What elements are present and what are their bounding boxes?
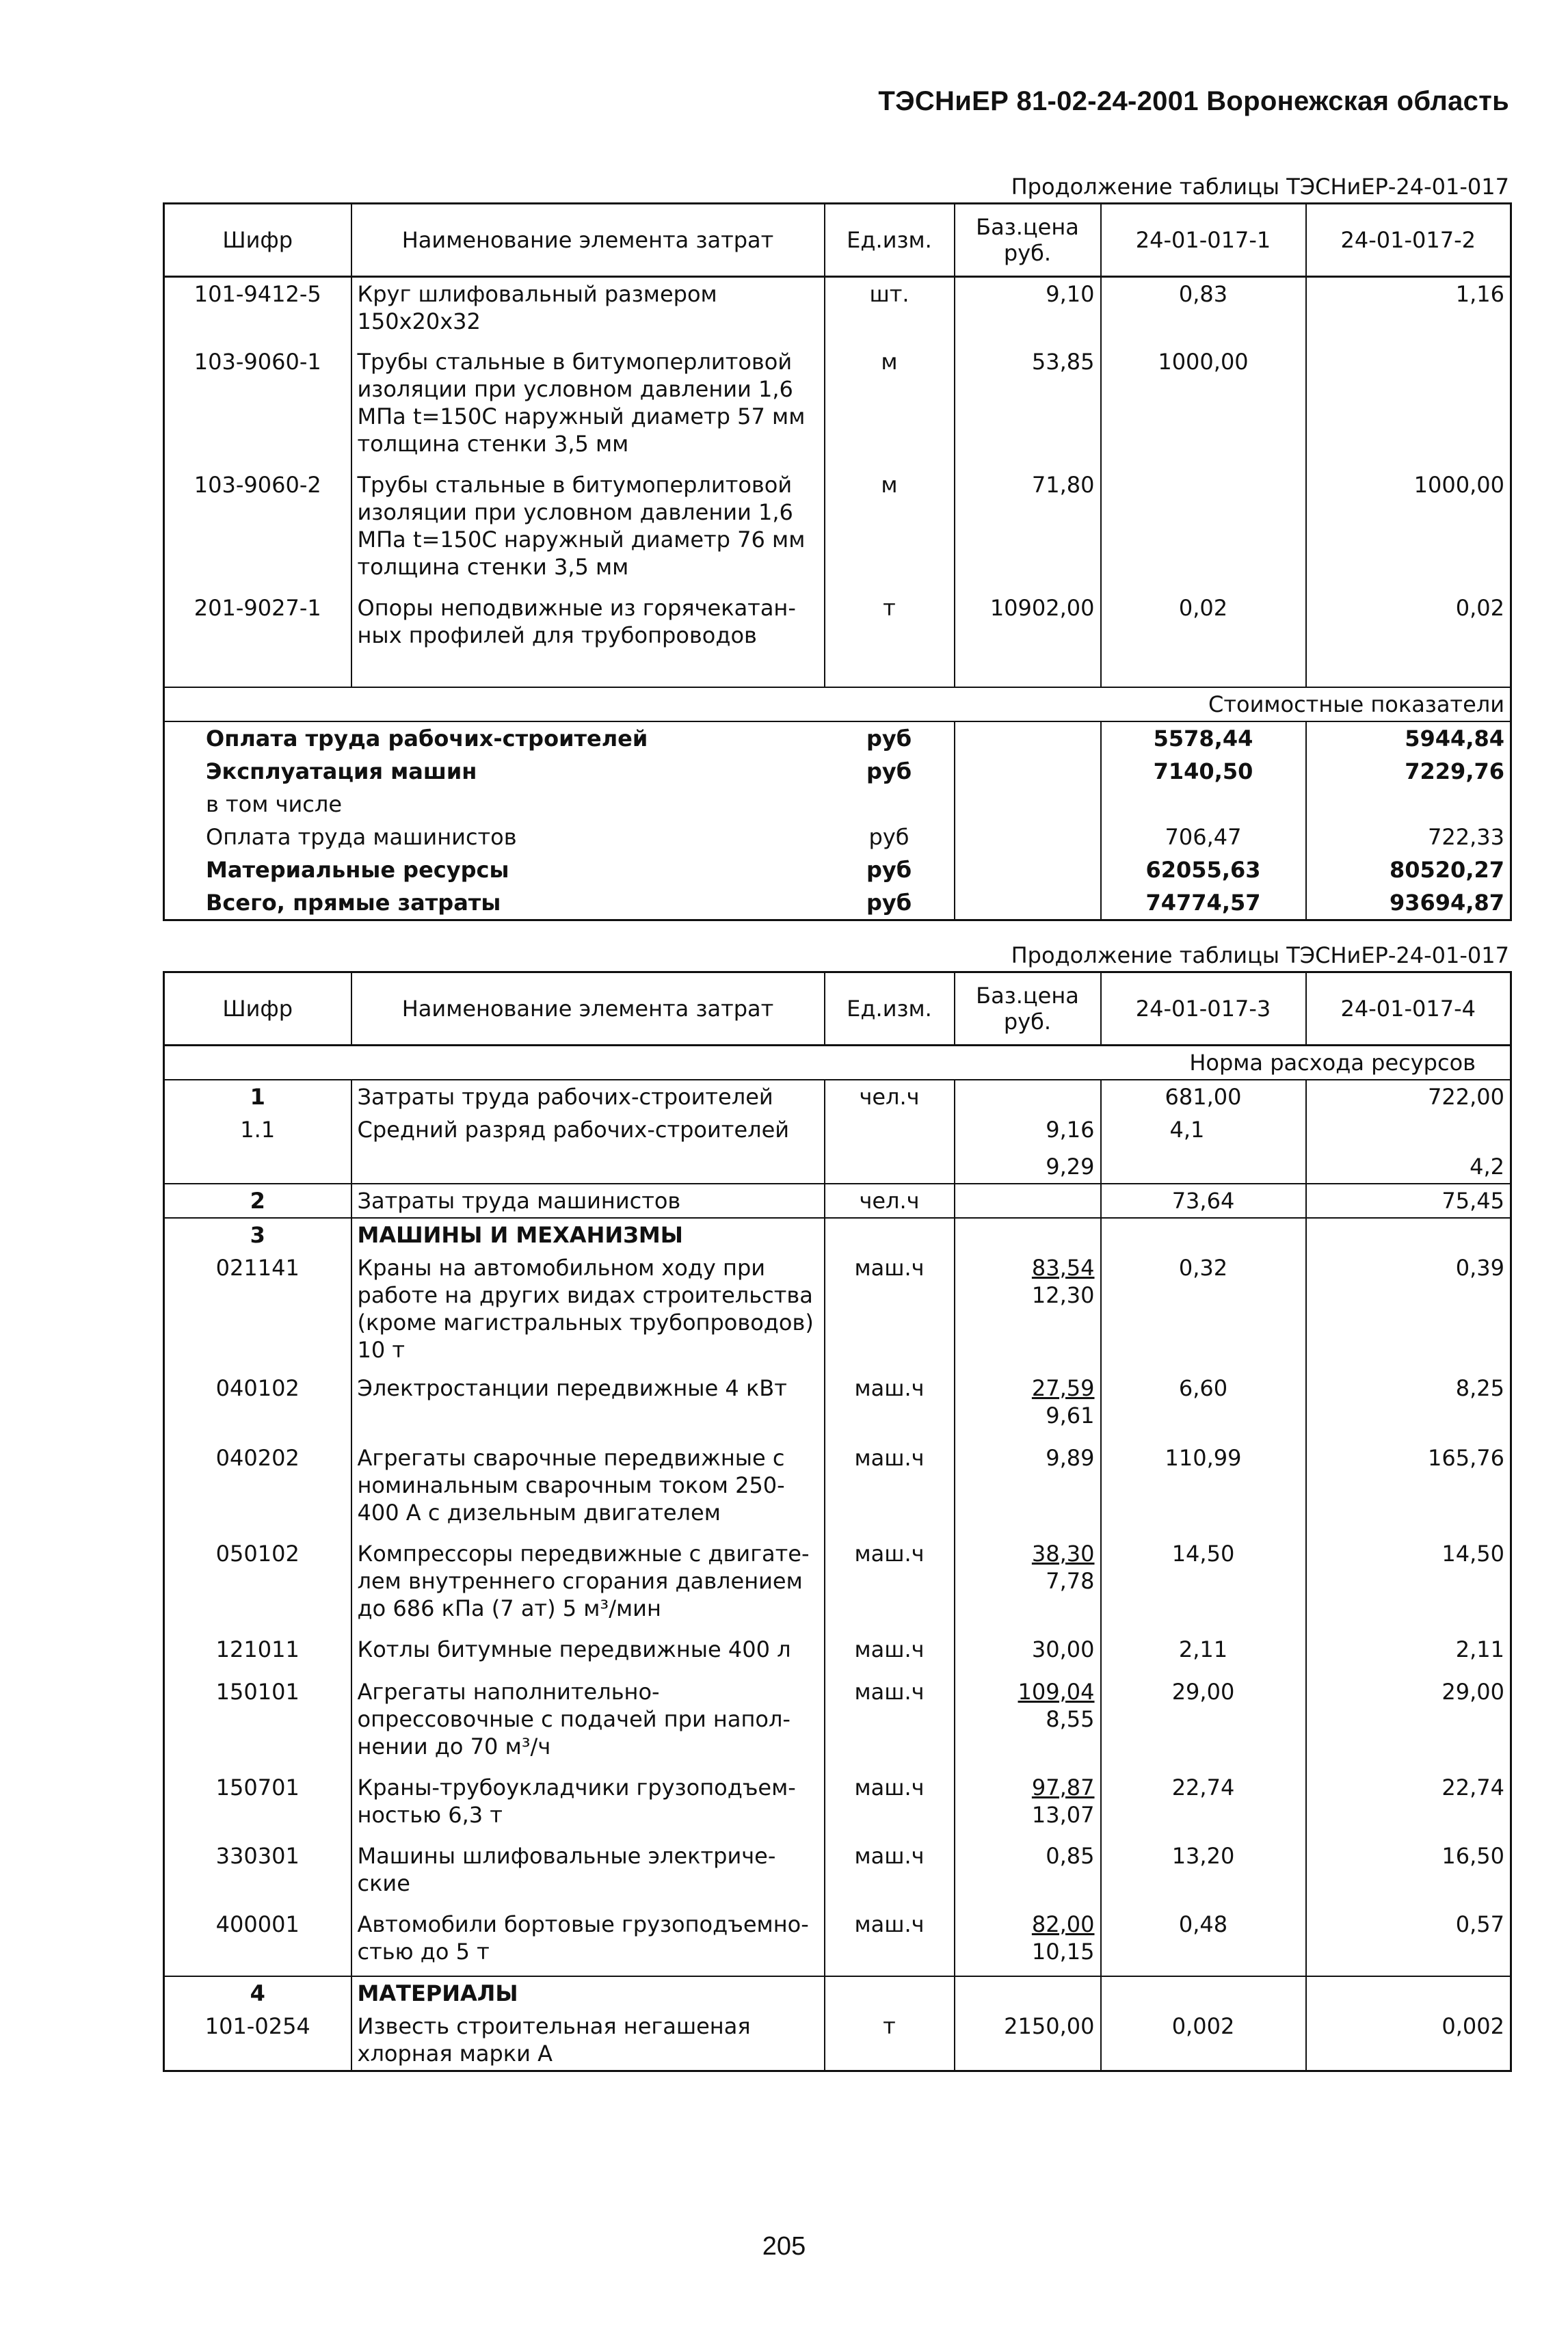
cell-price [955,1251,1101,1372]
cell-price [955,1080,1101,1113]
cell-v2: 0,02 [1306,592,1511,687]
cell-code: 040102 [164,1372,351,1442]
col-v1: 24-01-017-3 [1101,972,1306,1046]
col-v2: 24-01-017-4 [1306,972,1511,1046]
cell-v1: 2,11 [1101,1633,1306,1675]
cell-v2: 1,16 [1306,277,1511,345]
cell-v2: 22,74 [1306,1771,1511,1839]
cell-code: 400001 [164,1908,351,1976]
cost-section-header [164,687,1511,721]
cell-name: Трубы стальные в битумоперлитовой изоляции при условном давлении 1,6 МПа t=150С наружный диаметр 57 мм толщина стенки 3,5 мм [351,345,825,468]
price-main: 9,89 [1046,1445,1095,1471]
table-row [164,1771,1511,1839]
cell-unit: м [825,345,955,468]
cost-price-empty [955,886,1101,920]
cell-unit: т [825,2010,955,2071]
section-row [164,1218,1511,1251]
cost-label: Всего, прямые затраты [164,886,825,920]
table-row [164,1633,1511,1675]
col-unit: Ед.изм. [825,972,955,1046]
cell-v2: 0,39 [1306,1251,1511,1372]
table-header-row [164,204,1511,277]
cell-name: Трубы стальные в битумоперлитовой изоляции при условном давлении 1,6 МПа t=150С наружный диаметр 76 мм толщина стенки 3,5 мм [351,468,825,592]
cell-v1: 110,99 [1101,1442,1306,1537]
cell-v2: 75,45 [1306,1184,1511,1218]
cost-label: Оплата труда машинистов [164,821,825,853]
cell-code: 150701 [164,1771,351,1839]
table-row [164,2010,1511,2071]
cell-price [955,1908,1101,1976]
cost-price-empty [955,821,1101,853]
cost-row [164,721,1511,755]
cell-v2: 8,25 [1306,1372,1511,1442]
cell-name: Агрегаты сварочные передвижные с номинальным сварочным током 250-400 А с дизельным двигателем [351,1442,825,1537]
cost-v2: 722,33 [1306,821,1511,853]
cell-v2 [1306,345,1511,468]
col-unit: Ед.изм. [825,204,955,277]
cell-code: 330301 [164,1839,351,1908]
cost-title: Стоимостные показатели [164,687,1511,721]
cell-unit [825,1113,955,1184]
cell-name: Компрессоры передвижные с двигате-лем внутреннего сгорания давлением до 686 кПа (7 ат) 5 м³/мин [351,1537,825,1633]
norm-title: Норма расхода ресурсов [164,1046,1511,1080]
price-main: 83,54 [1031,1255,1095,1281]
table-row [164,1537,1511,1633]
cell-code: 1 [164,1080,351,1113]
cell-price: 71,80 [955,468,1101,592]
cell-unit: шт. [825,277,955,345]
cell-name: Машины шлифовальные электриче-ские [351,1839,825,1908]
cell-unit: маш.ч [825,1537,955,1633]
cost-row [164,755,1511,788]
cell-unit: т [825,592,955,687]
cost-v1: 706,47 [1101,821,1306,853]
cell-unit: чел.ч [825,1080,955,1113]
cost-v1 [1101,788,1306,821]
cell-code: 103-9060-2 [164,468,351,592]
cell-price [955,1675,1101,1771]
cell-unit: чел.ч [825,1184,955,1218]
cost-row [164,853,1511,886]
cell-price [955,1633,1101,1675]
cost-unit [825,788,955,821]
cell-v2: 722,00 [1306,1080,1511,1113]
cost-label: Эксплуатация машин [164,755,825,788]
cost-v1: 62055,63 [1101,853,1306,886]
cell-unit: маш.ч [825,1251,955,1372]
cost-label: в том числе [164,788,825,821]
cell-code: 201-9027-1 [164,592,351,687]
cell-code: 050102 [164,1537,351,1633]
cell-code: 121011 [164,1633,351,1675]
cost-price-empty [955,788,1101,821]
cell-unit: м [825,468,955,592]
cell-price [955,1184,1101,1218]
cell-v1: 0,02 [1101,592,1306,687]
cell-unit: маш.ч [825,1675,955,1771]
cell-name: Опоры неподвижные из горячекатан-ных профилей для трубопроводов [351,592,825,687]
col-code: Шифр [164,972,351,1046]
col-v1: 24-01-017-1 [1101,204,1306,277]
cell-name: Известь строительная негашеная хлорная марки А [351,2010,825,2071]
table-row [164,1372,1511,1442]
price-a: 9,16 [1046,1117,1095,1143]
cell-v2: 1000,00 [1306,468,1511,592]
price-sub: 10,15 [1031,1939,1095,1965]
cost-unit: руб [825,821,955,853]
cost-price-empty [955,721,1101,755]
cell-price [955,1442,1101,1537]
cell-unit: маш.ч [825,1442,955,1537]
cell-name: Котлы битумные передвижные 400 л [351,1633,825,1675]
table-row [164,468,1511,592]
cell-v1: 1000,00 [1101,345,1306,468]
price-main: 0,85 [1046,1843,1095,1869]
cost-unit: руб [825,853,955,886]
price-sub: 7,78 [1046,1568,1095,1594]
cell-v1 [1101,468,1306,592]
cell-unit: маш.ч [825,1908,955,1976]
cell-v1: 29,00 [1101,1675,1306,1771]
cell-price [955,1839,1101,1908]
cost-label: Материальные ресурсы [164,853,825,886]
price-main: 82,00 [1031,1911,1095,1937]
cost-unit: руб [825,886,955,920]
cost-v2: 93694,87 [1306,886,1511,920]
cell-v1: 13,20 [1101,1839,1306,1908]
cost-row [164,821,1511,853]
cell-code: 150101 [164,1675,351,1771]
cost-row [164,886,1511,920]
cell-price: 10902,00 [955,592,1101,687]
cost-v1: 5578,44 [1101,721,1306,755]
cost-unit: руб [825,755,955,788]
cell-name: МАТЕРИАЛЫ [351,1976,825,2010]
norm-section-header [164,1046,1511,1080]
col-name: Наименование элемента затрат [351,972,825,1046]
price-main: 109,04 [1018,1679,1095,1705]
price-sub: 9,61 [1046,1403,1095,1429]
cell-name: Средний разряд рабочих-строителей [351,1113,825,1184]
cell-code: 4 [164,1976,351,2010]
cell-name: Электростанции передвижные 4 кВт [351,1372,825,1442]
cost-label: Оплата труда рабочих-строителей [164,721,825,755]
table-caption-2: Продолжение таблицы ТЭСНиЕР-24-01-017 [1011,942,1509,968]
cost-row [164,788,1511,821]
price-main: 38,30 [1031,1541,1095,1567]
cell-v2: 0,57 [1306,1908,1511,1976]
table-row [164,1675,1511,1771]
cell-v2: 29,00 [1306,1675,1511,1771]
cell-v1: 22,74 [1101,1771,1306,1839]
cell-price [955,1372,1101,1442]
document-header: ТЭСНиЕР 81-02-24-2001 Воронежская область [878,86,1509,116]
cell-unit: маш.ч [825,1633,955,1675]
resource-table-2 [163,971,1512,2072]
table-caption-1: Продолжение таблицы ТЭСНиЕР-24-01-017 [1011,174,1509,200]
cell-code: 1.1 [164,1113,351,1184]
cost-price-empty [955,755,1101,788]
cell-name: Затраты труда рабочих-строителей [351,1080,825,1113]
cost-v2 [1306,788,1511,821]
cell-name: Агрегаты наполнительно-опрессовочные с подачей при напол-нении до 70 м³/ч [351,1675,825,1771]
table-row [164,1184,1511,1218]
cell-v2: 16,50 [1306,1839,1511,1908]
cell-code: 101-9412-5 [164,277,351,345]
table-row [164,1908,1511,1976]
cell-code: 040202 [164,1442,351,1537]
price-sub: 12,30 [1031,1282,1095,1308]
page-number: 205 [762,2232,806,2261]
table-row [164,277,1511,345]
price-main: 30,00 [1031,1636,1095,1662]
cell-unit: маш.ч [825,1372,955,1442]
cell-v2: 0,002 [1306,2010,1511,2071]
cell-unit: маш.ч [825,1771,955,1839]
cell-price: 53,85 [955,345,1101,468]
table-row [164,1080,1511,1113]
col-price: Баз.цена руб. [955,972,1101,1046]
table-row [164,592,1511,687]
cell-v1: 6,60 [1101,1372,1306,1442]
cell-v1: 0,48 [1101,1908,1306,1976]
price-sub: 8,55 [1046,1706,1095,1732]
table-row [164,345,1511,468]
cost-v1: 74774,57 [1101,886,1306,920]
cell-v2: 165,76 [1306,1442,1511,1537]
col-price: Баз.цена руб. [955,204,1101,277]
table-row [164,1442,1511,1537]
cell-code: 2 [164,1184,351,1218]
cell-code: 3 [164,1218,351,1251]
cell-name: Краны на автомобильном ходу при работе на других видах строительства (кроме магистральных трубопроводов) 10 т [351,1251,825,1372]
cost-v1: 7140,50 [1101,755,1306,788]
table-header-row [164,972,1511,1046]
cell-code: 103-9060-1 [164,345,351,468]
cell-v2: 14,50 [1306,1537,1511,1633]
cell-code: 101-0254 [164,2010,351,2071]
table-row [164,1839,1511,1908]
cell-v2: 4,2 [1306,1113,1511,1184]
price-b: 9,29 [1046,1154,1095,1180]
cell-name: Автомобили бортовые грузоподъемно-стью до 5 т [351,1908,825,1976]
cost-v2: 80520,27 [1306,853,1511,886]
cell-v1: 681,00 [1101,1080,1306,1113]
cost-v2: 7229,76 [1306,755,1511,788]
cell-name: Затраты труда машинистов [351,1184,825,1218]
table-row [164,1251,1511,1372]
cell-price [955,1113,1101,1184]
cell-v1: 14,50 [1101,1537,1306,1633]
col-code: Шифр [164,204,351,277]
cell-price [955,1537,1101,1633]
price-main: 97,87 [1031,1775,1095,1801]
col-name: Наименование элемента затрат [351,204,825,277]
cell-v1: 73,64 [1101,1184,1306,1218]
price-main: 27,59 [1031,1375,1095,1401]
cell-code: 021141 [164,1251,351,1372]
cell-price: 9,10 [955,277,1101,345]
cell-v1: 4,1 [1101,1113,1306,1184]
cell-v1: 0,83 [1101,277,1306,345]
cell-v2: 2,11 [1306,1633,1511,1675]
cell-unit: маш.ч [825,1839,955,1908]
price-sub: 13,07 [1031,1802,1095,1828]
cost-unit: руб [825,721,955,755]
cost-v2: 5944,84 [1306,721,1511,755]
cell-v1: 0,32 [1101,1251,1306,1372]
cell-name: Круг шлифовальный размером 150х20х32 [351,277,825,345]
cell-price [955,1771,1101,1839]
resource-table-1 [163,202,1512,921]
col-v2: 24-01-017-2 [1306,204,1511,277]
cell-name: Краны-трубоукладчики грузоподъем-ностью 6,3 т [351,1771,825,1839]
cell-name: МАШИНЫ И МЕХАНИЗМЫ [351,1218,825,1251]
cost-price-empty [955,853,1101,886]
section-row [164,1976,1511,2010]
cell-price: 2150,00 [955,2010,1101,2071]
cell-v1: 0,002 [1101,2010,1306,2071]
table-row [164,1113,1511,1184]
